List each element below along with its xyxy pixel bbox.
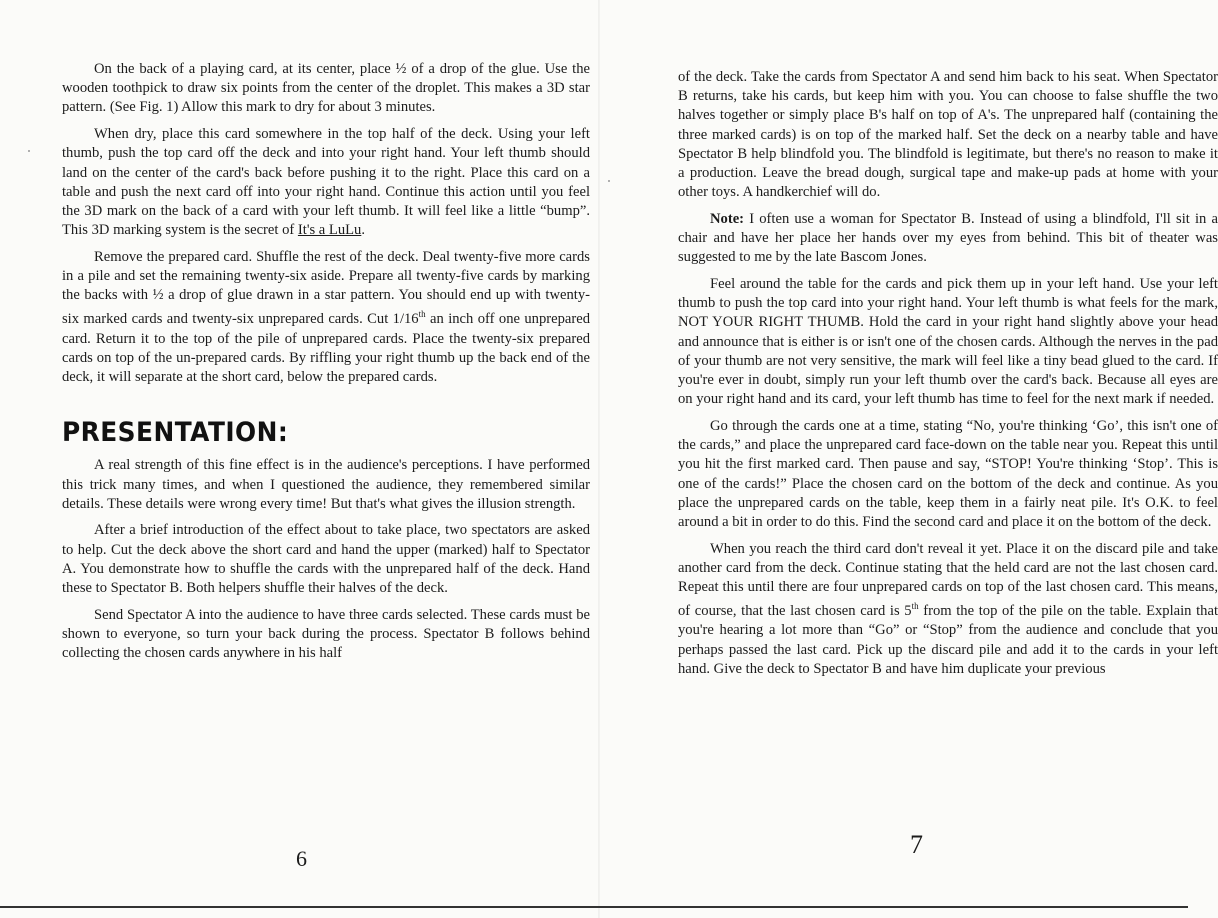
paragraph-text: When you reach the third card don't reveal it yet. Place it on the discard pile and take another card from the deck. Continue stating that the held card are not the last chosen card. Repeat this until there are four unprepared cards on top of the last chosen card. This means, of course, that the last chosen card is 5 (678, 540, 1218, 620)
page-number-right: 7 (910, 830, 923, 859)
right-text-column (678, 68, 1218, 686)
left-page (0, 0, 600, 918)
paragraph-go-through: Go through the cards one at a time, stating “No, you're thinking ‘Go’, this isn't one of the cards,” and place the unprepared card face-down on the table near you. Repeat this until you hit the first marked card. Then pause and say, “STOP! You're thinking ‘Stop’. This is one of the cards!” Place the chosen card on the bottom of the deck and continue. As you place the unprepared cards on the table, keep them in a fairly neat pile. It's O.K. to feel around a bit in order to do this. Find the second card and place it on the bottom of the deck. (678, 417, 1218, 530)
paragraph-when-dry: When dry, place this card somewhere in the top half of the deck. Using your left thumb, push the top card off the deck and into your right hand. Your left thumb should land on the center of the card's back before pushing it to the right. Place this card on a table and push the next card off into your right hand. Continue this action until you feel the 3D mark on the back of a card with your left thumb. It will feel like a little “bump”. This 3D marking system is the secret of It's a LuLu. (62, 126, 590, 239)
section-heading: PRESENTATION: (62, 417, 289, 449)
paragraph-send-spectator: Send Spectator A into the audience to have three cards selected. These cards must be shown to everyone, so turn your back during the process. Spectator B follows behind collecting the chosen cards anywhere in his half (62, 606, 590, 662)
paragraph-text: Remove the prepared card. Shuffle the rest of the deck. Deal twenty-five more cards in a pile and set the remaining twenty-six aside. Prepare all twenty-five cards by marking the backs with ½ a drop of glue drawn in a star pattern. You should end up with twenty-six marked cards and twenty-six unprepared cards. Cut 1/16 (62, 248, 590, 328)
trick-title-underlined: It's a LuLu (297, 222, 362, 239)
paragraph-text: an inch off one unprepared card. Return it to the top of the pile of unprepared cards. Place the twenty-six prepared cards on top of the un-prepared cards. By riffling your right thumb up the back end of the deck, it will separate at the short card, below the prepared cards. (62, 311, 591, 385)
superscript-th: th (418, 309, 426, 320)
book-gutter (598, 0, 600, 918)
paragraph-text: from the top of the pile on the table. Explain that you're hearing a lot more than “Go” or “Stop” from the audience and conclude that you perhaps passed the last card. Pick up the discard pile and add it to the cards in your left hand. Give the deck to Spectator B and have him duplicate your previous (678, 603, 1218, 677)
paragraph-feel-around: Feel around the table for the cards and pick them up in your left hand. Use your left thumb to push the top card into your right hand. Your left thumb is what feels for the mark, NOT YOUR RIGHT THUMB. Hold the card in your right hand slightly above your head and announce that is either is or isn't one of the chosen cards. Although the nerves in the pad of your thumb are not very sensitive, the mark will feel like a tiny bead glued to the card. If you're ever in doubt, simply run your left thumb over the card's back. Because all eyes are on your right hand and its card, your left thumb has time to feel for the next mark if needed. (678, 276, 1218, 408)
paragraph-third-card (678, 540, 1218, 679)
right-page (600, 0, 1218, 918)
paragraph-of-the-deck: of the deck. Take the cards from Spectator A and send him back to his seat. When Spectator B returns, take his cards, but keep him with you. You can choose to false shuffle the two halves together or simply place B's half on top of A's. The unprepared half (containing the three marked cards) is on top of the marked half. Set the deck on a nearby table and have Spectator B help blindfold you. The blindfold is legitimate, but there's no reason to make it a production. Leave the bread dough, surgical tape and make-up pads at home with your other toys. A handkerchief will do. (678, 69, 1218, 201)
paragraph-text: I often use a woman for Spectator B. Instead of using a blindfold, I'll sit in a chair and have her place her hands over my eyes from behind. This bit of theater was suggested to me by the late Bascom Jones. (678, 210, 1218, 266)
page-number-left: 6 (296, 846, 307, 871)
left-text-column (62, 60, 590, 671)
bottom-scan-line (0, 906, 1188, 908)
scan-speck (28, 150, 30, 152)
paragraph-introduction: After a brief introduction of the effect about to take place, two spectators are asked to help. Cut the deck above the short card and hand the upper (marked) half to Spectator A. You demonstrate how to shuffle the cards with the unprepared half of the deck. Hand these to Spectator B. Both helpers shuffle their halves of the deck. (62, 522, 590, 597)
paragraph-real-strength: A real strength of this fine effect is in the audience's perceptions. I have performed this trick many times, and when I questioned the audience, they remembered similar details. These details were wrong every time! But that's what gives the illusion strength. (62, 457, 590, 512)
paragraph-text: When dry, place this card somewhere in the top half of the deck. Using your left thumb, push the top card off the deck and into your right hand. Your left thumb should land on the center of the card's back before pushing it to the right. Place this card on a table and push the next card off into your right hand. Continue this action until you feel the 3D mark on the back of a card with your left thumb. It will feel like a little “bump”. This 3D marking system is the secret of (62, 126, 590, 239)
superscript-th: th (911, 601, 919, 612)
note-label: Note: (710, 210, 745, 227)
paragraph-glue-mark: On the back of a playing card, at its center, place ½ of a drop of the glue. Use the wooden toothpick to draw six points from the center of the droplet. This makes a 3D star pattern. (See Fig. 1) Allow this mark to dry for about 3 minutes. (62, 61, 590, 116)
paragraph-note (678, 210, 1218, 268)
paragraph-remove-card (62, 248, 590, 387)
